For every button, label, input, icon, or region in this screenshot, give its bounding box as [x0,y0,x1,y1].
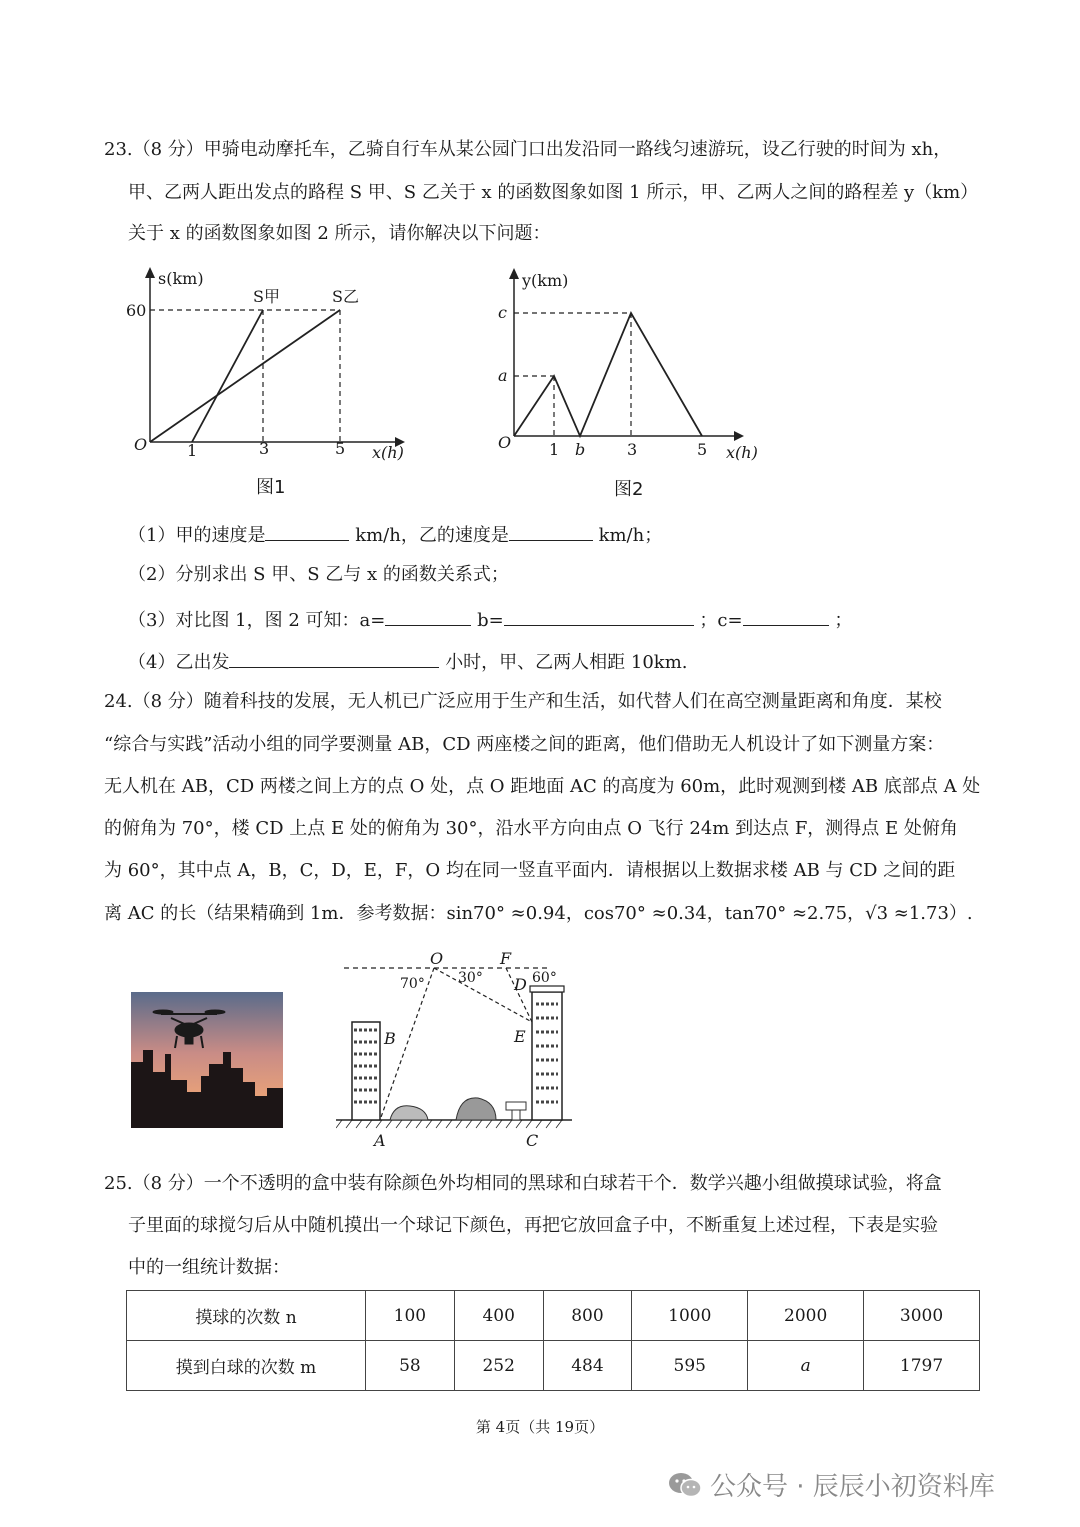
fig1-ylabel: s(km) [158,269,204,288]
q23-line-2: 甲、乙两人距出发点的路程 S 甲、S 乙关于 x 的函数图象如图 1 所示，甲、乙两人之间的路程差 y（km） [128,182,979,203]
table-cell: 595 [632,1341,748,1391]
table-cell: 摸到白球的次数 m [127,1341,366,1391]
q24-line-3: 无人机在 AB，CD 两楼之间上方的点 O 处，点 O 距地面 AC 的高度为 60m，此时观测到楼 AB 底部点 A 处 [104,776,981,797]
table-cell: 800 [543,1291,632,1341]
y-difference-line [514,313,702,436]
sub4-text-b: 小时，甲、乙两人相距 10km. [445,652,688,673]
answer-blank-speed-yi[interactable] [509,520,593,541]
fig1-origin: O [134,435,148,454]
q24-line-4: 的俯角为 70°，楼 CD 上点 E 处的俯角为 30°，沿水平方向由点 O 飞行 24m 到达点 F，测得点 E 处俯角 [104,818,958,839]
drone-photo [131,992,283,1128]
fig2-xtick-1: 1 [549,440,560,459]
q23-sub-2: （2）分别求出 S 甲、S 乙与 x 的函数关系式； [128,564,509,585]
table-cell: 400 [454,1291,543,1341]
answer-blank-speed-jia[interactable] [265,520,349,541]
table-cell: 1000 [632,1291,748,1341]
fig1-xtick-1: 1 [187,441,198,460]
statistics-table [126,1290,980,1391]
s-yi-line [150,310,340,442]
fig1-caption: 图1 [256,477,286,498]
fig1-xtick-3: 3 [259,439,270,458]
q23-sub-4 [128,647,688,675]
table-row [127,1341,980,1391]
label-b: B [384,1029,396,1048]
table-row [127,1291,980,1341]
s-jia-line [192,310,263,442]
table-cell: 摸球的次数 n [127,1291,366,1341]
label-c: C [526,1131,539,1150]
table-cell: 484 [543,1341,632,1391]
table-cell: 252 [454,1341,543,1391]
sub3-text-c: ；c= [699,610,743,631]
label-f: F [500,949,512,968]
fig1-xlabel: x(h) [372,443,404,462]
fig2-caption: 图2 [614,479,644,500]
building-ab [352,1022,380,1120]
table-cell: 2000 [748,1291,864,1341]
fig1-label-s-jia: S甲 [253,287,280,306]
figure-2 [484,262,784,472]
fig1-ytick-60: 60 [126,301,147,320]
table-cell: 3000 [864,1291,980,1341]
label-e: E [514,1027,526,1046]
label-o: O [430,949,444,968]
q24-line-2: “综合与实践”活动小组的同学要测量 AB，CD 两座楼之间的距离，他们借助无人机设计了如下测量方案： [104,734,945,755]
label-d: D [514,975,527,994]
sub4-text-a: （4）乙出发 [128,652,230,673]
fig1-xtick-5: 5 [335,439,346,458]
figure-1 [120,262,420,472]
answer-blank-b[interactable] [504,605,694,626]
sub3-text-b: b= [477,610,504,631]
label-a: A [374,1131,386,1150]
answer-blank-hours[interactable] [229,647,439,668]
table-cell: 58 [366,1341,455,1391]
q23-sub-1 [128,520,662,548]
fig2-xlabel: x(h) [726,443,758,462]
fig2-ytick-a: a [498,366,508,385]
sub3-text-a: （3）对比图 1，图 2 可知：a= [128,610,386,631]
fig2-xtick-5: 5 [697,440,708,459]
fig2-xtick-b: b [575,440,586,459]
q25-line-3: 中的一组统计数据： [128,1257,290,1278]
q24-line-5: 为 60°，其中点 A，B，C，D，E，F，O 均在同一竖直平面内．请根据以上数据求楼 AB 与 CD 之间的距 [104,860,956,881]
watermark-text: 公众号 · 辰辰小初资料库 [710,1472,995,1502]
fig2-ytick-c: c [498,303,507,322]
q23-line-1: 23.（8 分）甲骑电动摩托车，乙骑自行车从某公园门口出发沿同一路线匀速游玩，设乙行驶的时间为 xh， [104,139,952,160]
q23-line-3: 关于 x 的函数图象如图 2 所示，请你解决以下问题： [128,223,551,244]
label-angle-30: 30° [458,970,483,986]
answer-blank-c[interactable] [743,605,829,626]
watermark [668,1466,995,1503]
q25-line-2: 子里面的球搅匀后从中随机摸出一个球记下颜色，再把它放回盒子中，不断重复上述过程，下表是实验 [128,1215,938,1236]
page-footer: 第 4页（共 19页） [475,1418,605,1436]
table-cell: a [748,1341,864,1391]
sub1-text-b: km/h，乙的速度是 [355,525,509,546]
label-angle-70: 70° [400,976,425,992]
table-cell: 1797 [864,1341,980,1391]
label-angle-60: 60° [532,970,557,986]
answer-blank-a[interactable] [385,605,471,626]
fig2-ylabel: y(km) [522,271,569,290]
rocks [390,1098,526,1120]
q24-line-6: 离 AC 的长（结果精确到 1m．参考数据：sin70° ≈0.94，cos70° ≈0.34，tan70° ≈2.75，√3 ≈1.73）. [104,903,973,924]
building-cd [530,986,564,1120]
table-cell: 100 [366,1291,455,1341]
measurement-diagram [336,946,572,1156]
q25-line-1: 25.（8 分）一个不透明的盒中装有除颜色外均相同的黑球和白球若干个．数学兴趣小组做摸球试验，将盒 [104,1173,942,1194]
sub1-text-c: km/h； [598,525,663,546]
q23-sub-3 [128,605,852,633]
fig2-xtick-3: 3 [627,440,638,459]
fig2-origin: O [498,433,512,452]
q24-line-1: 24.（8 分）随着科技的发展，无人机已广泛应用于生产和生活，如代替人们在高空测量距离和角度．某校 [104,691,942,712]
wechat-icon [668,1471,702,1499]
fig1-label-s-yi: S乙 [332,287,359,306]
sub1-text-a: （1）甲的速度是 [128,525,266,546]
sub3-text-d: ； [834,610,853,631]
